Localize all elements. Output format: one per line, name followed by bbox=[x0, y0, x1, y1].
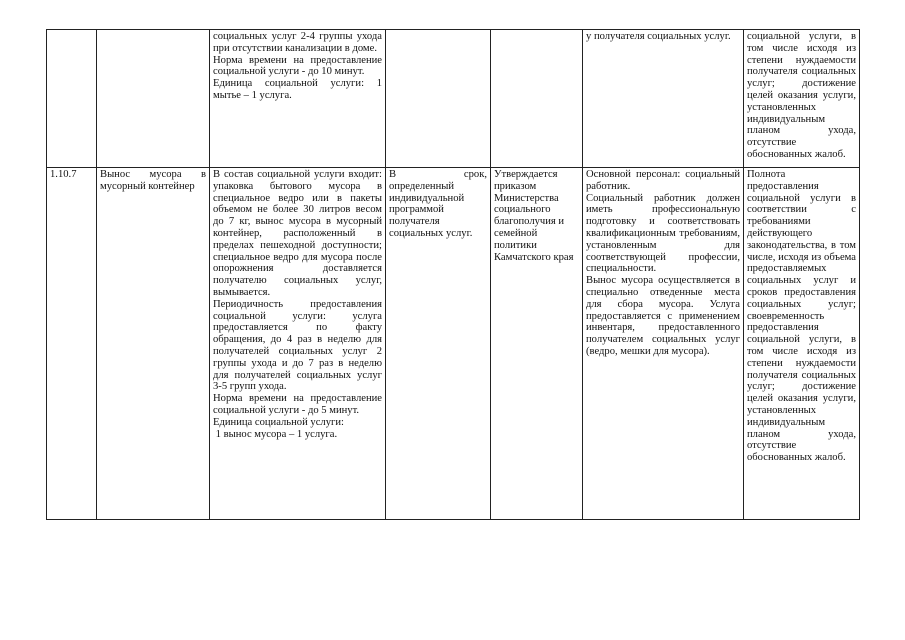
conditions-paragraph: Социальный работник должен иметь профессиональную подготовку и соответствовать квалификационным требованиям, установленным для соответствующей профессии, специальности. bbox=[586, 192, 740, 275]
cell-name: Вынос мусора в мусорный контейнер bbox=[97, 168, 210, 520]
content-paragraph: Единица социальной услуги: bbox=[213, 416, 344, 428]
content-paragraph: В состав социальной услуги входит: упаковка бытового мусора в специальное ведро или в пакеты объемом не более 30 литров весом до 7 кг, вынос мусора в мусорный контейнер, расположенный в пределах пешеходной доступности; специальное ведро для мусора после опорожнения доставляется получателю социальных услуг, вымывается. bbox=[213, 169, 382, 298]
cell-approval bbox=[491, 30, 583, 168]
cell-name bbox=[97, 30, 210, 168]
conditions-paragraph: Основной персонал: социальный работник. bbox=[586, 169, 740, 192]
quality-paragraph: социальной услуги, в том числе исходя из степени нуждаемости получателя социальных услуг; достижение целей оказания услуги, установленных индивидуальным планом ухода, отсутствие обоснованных жалоб. bbox=[747, 31, 856, 160]
cell-number bbox=[47, 30, 97, 168]
table-row bbox=[47, 168, 860, 520]
cell-content bbox=[210, 30, 386, 168]
content-paragraph: Периодичность предоставления социальной услуги: услуга предоставляется по факту обращения, до 4 раз в неделю для получателей социальных услуг 2 группы ухода и до 7 раз в неделю для получателей социальных услуг 3-5 групп ухода. bbox=[213, 298, 382, 393]
content-paragraph: 1 вынос мусора – 1 услуга. bbox=[213, 428, 338, 440]
content-paragraph: Норма времени на предоставление социальной услуги - до 5 минут. bbox=[213, 393, 382, 416]
cell-content bbox=[210, 168, 386, 520]
cell-conditions bbox=[583, 30, 744, 168]
quality-paragraph: Полнота предоставления социальной услуги в соответствии с требованиями действующего законодательства, в том числе, исходя из объема предоставляемых социальных услуг и сроков предоставления социальных услуг; своевременность предоставления социальной услуги, в том числе исходя из степени нуждаемости получателя социальных услуг; достижение целей оказания услуги, установленных индивидуальным планом ухода, отсутствие обоснованных жалоб. bbox=[747, 169, 856, 464]
cell-term bbox=[386, 30, 491, 168]
content-paragraph: социальных услуг 2-4 группы ухода при отсутствии канализации в доме. bbox=[213, 31, 382, 54]
content-paragraph: Единица социальной услуги: 1 мытье – 1 услуга. bbox=[213, 78, 382, 101]
cell-number: 1.10.7 bbox=[47, 168, 97, 520]
cell-approval: Утверждается приказом Министерства социального благополучия и семейной политики Камчатского края bbox=[491, 168, 583, 520]
cell-quality bbox=[744, 30, 860, 168]
table-row bbox=[47, 30, 860, 168]
conditions-paragraph: у получателя социальных услуг. bbox=[586, 31, 731, 42]
cell-conditions bbox=[583, 168, 744, 520]
services-table bbox=[46, 29, 860, 520]
cell-term: В срок, определенный индивидуальной программой получателя социальных услуг. bbox=[386, 168, 491, 520]
conditions-paragraph: Вынос мусора осуществляется в специально отведенные места для сбора мусора. Услуга предоставляется с применением инвентаря, предоставленного получателем социальных услуг (ведро, мешки для мусора). bbox=[586, 275, 740, 357]
cell-quality bbox=[744, 168, 860, 520]
content-paragraph: Норма времени на предоставление социальной услуги - до 10 минут. bbox=[213, 54, 382, 78]
